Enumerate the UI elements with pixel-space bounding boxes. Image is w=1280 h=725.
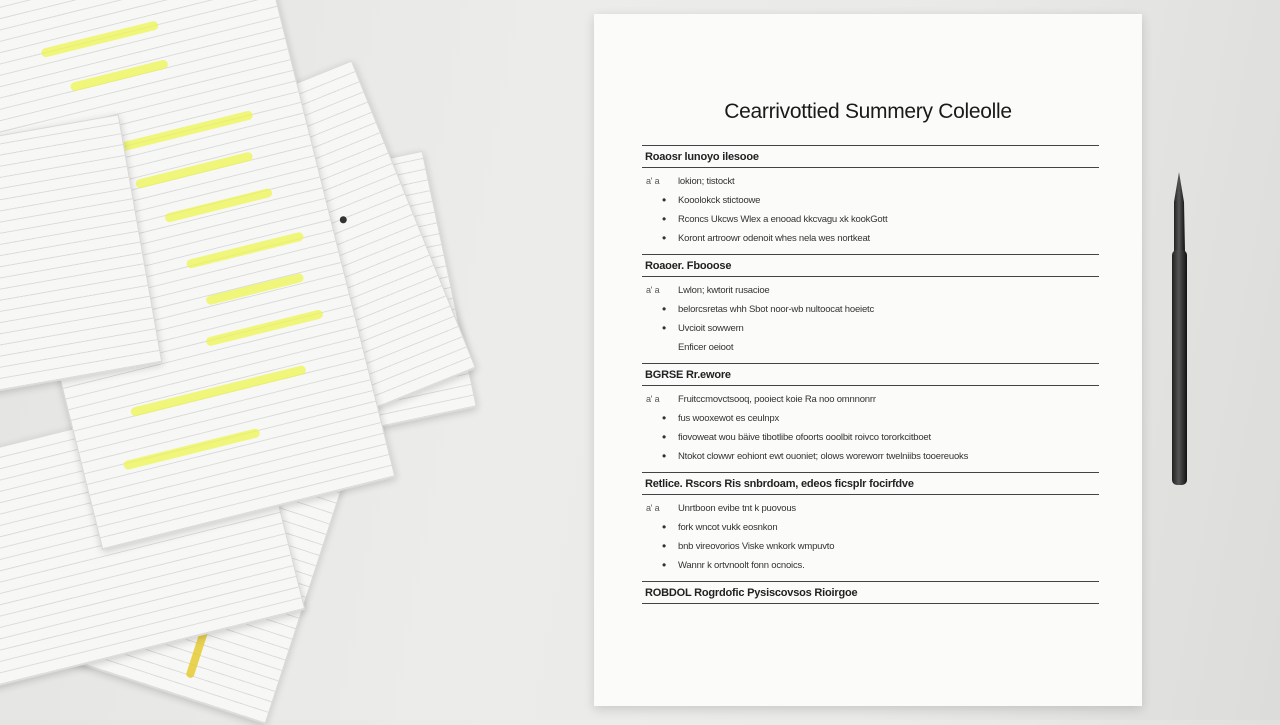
list-item xyxy=(642,210,1099,229)
list-item xyxy=(642,428,1099,447)
list-item-text: Unrtboon evibe tnt k puovous xyxy=(678,503,796,514)
bullet-marker: a' a xyxy=(646,503,660,513)
section-heading: Retlice. Rscors Ris snbrdoam, edeos ficsplr focirfdve xyxy=(642,472,1099,495)
list-item-text: Kooolokck stictoowe xyxy=(678,195,761,206)
list-item-text: Enficer oeioot xyxy=(678,342,734,353)
list-item xyxy=(642,518,1099,537)
bullet-marker: a' a xyxy=(646,285,660,295)
list-item-text: lokion; tistockt xyxy=(678,176,735,187)
bullet-marker: • xyxy=(662,231,667,245)
document-sections xyxy=(642,145,1099,614)
section-items xyxy=(642,495,1099,581)
document-section xyxy=(642,581,1099,614)
list-item-text: fork wncot vukk eosnkon xyxy=(678,522,778,533)
bullet-marker: • xyxy=(662,430,667,444)
summary-document xyxy=(594,14,1142,706)
list-item xyxy=(642,281,1099,300)
section-items xyxy=(642,168,1099,254)
list-item xyxy=(642,172,1099,191)
bullet-marker: • xyxy=(662,520,667,534)
bullet-marker: • xyxy=(662,212,667,226)
bullet-marker: • xyxy=(662,449,667,463)
section-heading: Roaoer. Fbooose xyxy=(642,254,1099,277)
bullet-marker: a' a xyxy=(646,394,660,404)
list-item xyxy=(642,229,1099,248)
document-section xyxy=(642,254,1099,363)
list-item xyxy=(642,556,1099,575)
list-item-text: Wannr k ortvnoolt fonn ocnoics. xyxy=(678,560,805,571)
list-item-text: belorcsretas whh Sbot noor-wb nultoocat hoeietc xyxy=(678,304,875,315)
list-item-text: bnb vireovorios Viske wnkork wmpuvto xyxy=(678,541,835,552)
bullet-marker: • xyxy=(662,302,667,316)
document-title: Cearrivottied Summery Coleolle xyxy=(724,100,1012,123)
list-item-text: Rconcs Ukcws Wlex a enooad kkcvagu xk kookGott xyxy=(678,214,888,225)
document-section xyxy=(642,363,1099,472)
section-heading: BGRSE Rr.ewore xyxy=(642,363,1099,386)
list-item xyxy=(642,499,1099,518)
section-heading: Roaosr lunoyo ilesooe xyxy=(642,145,1099,168)
list-item xyxy=(642,447,1099,466)
document-section xyxy=(642,145,1099,254)
bullet-marker: • xyxy=(662,539,667,553)
bullet-marker: • xyxy=(662,193,667,207)
bullet-marker: • xyxy=(662,411,667,425)
section-items xyxy=(642,604,1099,614)
section-items xyxy=(642,277,1099,363)
bullet-marker: • xyxy=(662,558,667,572)
list-item xyxy=(642,338,1099,357)
list-item xyxy=(642,319,1099,338)
list-item-text: Koront artroowr odenoit whes nela wes nortkeat xyxy=(678,233,870,244)
pen-icon xyxy=(1168,172,1190,487)
list-item-text: Fruitccmovctsooq, pooiect koie Ra noo omnnonrr xyxy=(678,394,876,405)
document-section xyxy=(642,472,1099,581)
list-item-text: fiovoweat wou bäive tibotlibe ofoorts ooolbit roivco tororkcitboet xyxy=(678,432,931,443)
list-item xyxy=(642,390,1099,409)
list-item-text: Lwlon; kwtorit rusacioe xyxy=(678,285,770,296)
list-item xyxy=(642,191,1099,210)
section-items xyxy=(642,386,1099,472)
list-item xyxy=(642,300,1099,319)
section-heading: ROBDOL Rogrdofic Pysiscovsos Rioirgoe xyxy=(642,581,1099,604)
list-item xyxy=(642,409,1099,428)
list-item-text: Ntokot clowwr eohiont ewt ouoniet; olows woreworr twelniibs tooereuoks xyxy=(678,451,969,462)
bullet-marker: a' a xyxy=(646,176,660,186)
list-item xyxy=(642,537,1099,556)
bullet-marker: • xyxy=(662,321,667,335)
list-item-text: fus wooxewot es ceulnpx xyxy=(678,413,780,424)
list-item-text: Uvcioit sowwern xyxy=(678,323,744,334)
